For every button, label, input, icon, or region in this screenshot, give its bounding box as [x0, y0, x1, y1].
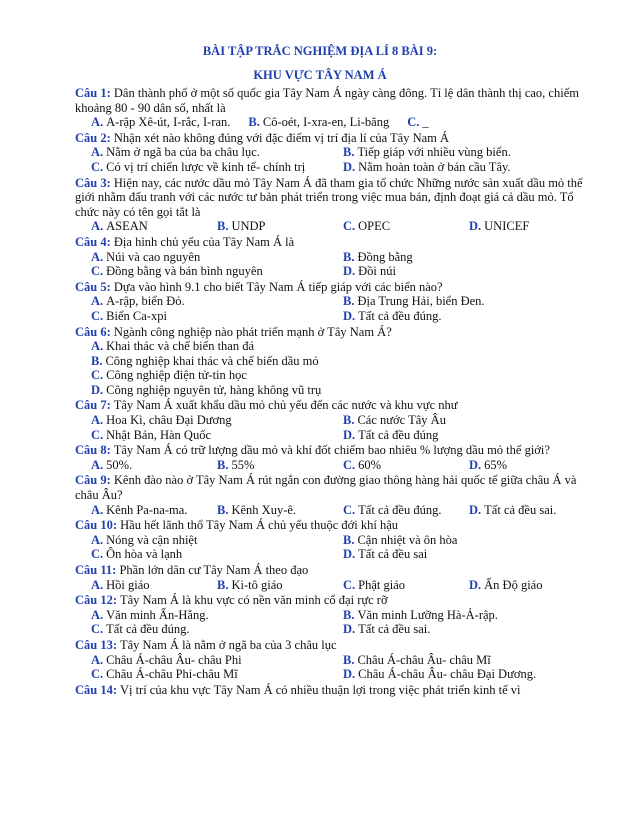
option-text: Tất cả đều đúng.: [358, 502, 442, 517]
option-text: Núi và cao nguyên: [106, 249, 201, 264]
question-7: [75, 398, 595, 442]
option-text: Tất cả đều đúng.: [358, 308, 442, 323]
option-text: Các nước Tây Âu: [357, 413, 446, 428]
option-text: Hoa Kì, châu Đại Dương: [106, 413, 232, 428]
option-letter: D.: [343, 264, 356, 279]
question-stem: [75, 398, 595, 413]
option-letter: B.: [343, 294, 355, 309]
answer-option: [91, 339, 595, 354]
answer-option: [343, 145, 595, 160]
answer-option: [343, 608, 595, 623]
question-text: Tây Nam Á xuất khẩu dầu mỏ chủ yếu đến các nước và khu vực như: [113, 398, 458, 413]
option-letter: D.: [469, 219, 482, 234]
option-text: A-rập Xê-út, I-rắc, I-ran.: [106, 115, 231, 130]
option-letter: C.: [91, 427, 104, 442]
question-3: [75, 176, 595, 234]
answer-options: [91, 413, 595, 442]
option-text: Nhật Bản, Hàn Quốc: [106, 427, 211, 442]
option-text: Công nghiệp nguyên tử, hàng không vũ trụ: [106, 382, 322, 397]
answer-option: [343, 653, 595, 668]
option-letter: B.: [343, 145, 355, 160]
option-letter: B.: [91, 353, 103, 368]
answer-option: [469, 503, 595, 518]
answer-option: [91, 250, 343, 265]
question-text: Hầu hết lãnh thổ Tây Nam Á chủ yếu thuộc đới khí hậu: [120, 518, 399, 533]
option-text: Tiếp giáp với nhiều vùng biển.: [357, 145, 511, 160]
answer-option: [343, 160, 595, 175]
answer-option: [343, 294, 595, 309]
question-text: Hiện nay, các nước dầu mỏ Tây Nam Á đã tham gia tổ chức Những nước sản xuất dầu mỏ thế giới nhằm đấu tranh với các nước tư bản phát triển trong việc mua bán, định đoạt giá cả dầu mỏ. Tổ chức này có tên gọi tắt là: [75, 175, 583, 219]
option-letter: C.: [91, 368, 104, 383]
option-letter: B.: [343, 413, 355, 428]
option-letter: D.: [343, 547, 356, 562]
answer-option: [217, 503, 343, 518]
option-letter: D.: [469, 457, 482, 472]
option-text: Có vị trí chiến lược về kinh tế- chính trị: [106, 159, 306, 174]
option-text: Tất cả đều đúng.: [106, 622, 190, 637]
question-text: Tây Nam Á có trữ lượng dầu mỏ và khí đốt chiếm bao nhiêu % lượng dầu mỏ thế giới?: [113, 443, 550, 458]
question-1: [75, 86, 595, 130]
answer-option: [217, 578, 343, 593]
answer-option: [91, 309, 343, 324]
option-letter: A.: [91, 532, 104, 547]
answer-options: [91, 294, 595, 323]
question-text: Dựa vào hình 9.1 cho biết Tây Nam Á tiếp giáp với các biển nào?: [113, 279, 443, 294]
question-label: Câu 7:: [75, 398, 111, 413]
answer-option: [343, 250, 595, 265]
option-text: Châu Á-châu Âu- châu Phi: [106, 652, 242, 667]
option-text: Văn minh Ấn-Hằng.: [106, 607, 209, 622]
option-text: _: [422, 115, 429, 130]
option-letter: C.: [343, 502, 356, 517]
question-label: Câu 1:: [75, 86, 111, 100]
answer-option: [91, 608, 343, 623]
option-text: A-rập, biển Đỏ.: [106, 294, 185, 309]
option-text: Đồi núi: [358, 264, 397, 279]
question-stem: [75, 131, 595, 146]
question-10: [75, 518, 595, 562]
option-letter: B.: [217, 219, 229, 234]
question-stem: [75, 235, 595, 250]
option-text: OPEC: [358, 219, 391, 234]
option-letter: D.: [343, 427, 356, 442]
question-text: Phần lớn dân cư Tây Nam Á theo đạo: [119, 563, 309, 577]
document-title: BÀI TẬP TRẮC NGHIỆM ĐỊA LÍ 8 BÀI 9:: [202, 44, 438, 58]
option-letter: D.: [469, 502, 482, 517]
option-text: 65%: [484, 457, 508, 472]
answer-option: [217, 219, 343, 234]
option-letter: C.: [91, 622, 104, 637]
answer-option: [343, 428, 595, 443]
question-stem: [75, 563, 595, 578]
answer-option: [343, 309, 595, 324]
question-text: Tây Nam Á là nằm ở ngã ba của 3 châu lục: [119, 637, 337, 652]
option-text: Tất cả đều đúng: [358, 427, 439, 442]
option-text: Biển Ca-xpi: [106, 308, 167, 323]
question-stem: [75, 86, 595, 115]
option-text: Ki-tô giáo: [231, 577, 283, 592]
option-letter: D.: [343, 667, 356, 682]
question-stem: [75, 280, 595, 295]
option-text: Châu Á-châu Phi-châu Mĩ: [106, 667, 238, 682]
option-letter: D.: [343, 308, 356, 323]
answer-option: [343, 458, 469, 473]
option-text: Cận nhiệt và ôn hòa: [357, 532, 458, 547]
option-text: Đồng bằng: [357, 249, 413, 264]
option-letter: C.: [343, 457, 356, 472]
question-text: Vị trí của khu vực Tây Nam Á có nhiều thuận lợi trong việc phát triển kinh tế vì: [119, 682, 521, 697]
question-8: [75, 443, 595, 472]
option-text: Nằm hoàn toàn ở bán cầu Tây.: [358, 159, 511, 174]
option-text: UNICEF: [484, 219, 530, 234]
option-text: Ấn Độ giáo: [484, 577, 543, 592]
option-text: Văn minh Lưỡng Hà-Ả-rập.: [357, 607, 498, 622]
answer-option: [91, 115, 230, 130]
option-text: Ôn hòa và lạnh: [106, 547, 183, 562]
answer-options: [91, 578, 595, 593]
answer-option: [343, 219, 469, 234]
answer-option: [91, 219, 217, 234]
option-letter: A.: [91, 249, 104, 264]
option-letter: B.: [343, 607, 355, 622]
option-text: Công nghiệp điện tử-tin học: [106, 368, 247, 383]
answer-options: [91, 653, 595, 682]
option-letter: A.: [91, 294, 104, 309]
option-text: Phật giáo: [358, 577, 406, 592]
option-letter: A.: [91, 502, 104, 517]
answer-option: [407, 115, 428, 130]
answer-option: [343, 578, 469, 593]
option-letter: D.: [343, 622, 356, 637]
option-text: Châu Á-châu Âu- châu Mĩ: [357, 652, 491, 667]
question-list: [75, 86, 595, 698]
answer-option: [91, 622, 343, 637]
option-text: Tất cả đều sai: [358, 547, 428, 562]
question-label: Câu 4:: [75, 234, 111, 249]
question-text: Ngành công nghiệp nào phát triển mạnh ở Tây Nam Á?: [113, 324, 392, 339]
answer-option: [91, 533, 343, 548]
question-text: Dân thành phố ở một số quốc gia Tây Nam Á ngày càng đông. Tỉ lệ dân thành thị cao, chiếm khoảng 80 - 90 dân số, nhất là: [75, 86, 579, 115]
answer-options: [91, 608, 595, 637]
option-text: 50%.: [106, 457, 133, 472]
answer-options: [91, 219, 595, 234]
option-letter: A.: [91, 145, 104, 160]
question-label: Câu 6:: [75, 324, 111, 339]
question-label: Câu 11:: [75, 563, 117, 577]
answer-option: [91, 547, 343, 562]
question-label: Câu 14:: [75, 682, 118, 697]
option-text: Khai thác và chế biến than đá: [106, 339, 255, 354]
option-text: Châu Á-châu Âu- châu Đại Dương.: [358, 667, 537, 682]
answer-option: [91, 428, 343, 443]
question-text: Địa hình chủ yếu của Tây Nam Á là: [113, 234, 295, 249]
option-text: Công nghiệp khai thác và chế biến dầu mỏ: [105, 353, 319, 368]
question-13: [75, 638, 595, 682]
option-letter: D.: [91, 382, 104, 397]
option-text: Nằm ở ngã ba của ba châu lục.: [106, 145, 260, 160]
option-text: Kênh Pa-na-ma.: [106, 502, 188, 517]
answer-options: [91, 503, 595, 518]
answer-option: [91, 145, 343, 160]
answer-option: [343, 413, 595, 428]
question-stem: [75, 443, 595, 458]
answer-option: [91, 413, 343, 428]
question-text: Nhận xét nào không đúng với đặc điểm vị trí địa lí của Tây Nam Á: [113, 130, 450, 145]
answer-options: [91, 115, 595, 130]
answer-option: [217, 458, 343, 473]
option-letter: C.: [91, 159, 104, 174]
answer-options: [91, 533, 595, 562]
answer-options: [91, 250, 595, 279]
option-letter: A.: [91, 413, 104, 428]
option-letter: D.: [343, 159, 356, 174]
option-letter: B.: [248, 115, 260, 130]
question-text: Tây Nam Á là khu vực có nền văn minh cổ đại rực rỡ: [119, 593, 388, 608]
option-letter: B.: [343, 532, 355, 547]
answer-option: [91, 578, 217, 593]
answer-option: [91, 264, 343, 279]
question-6: [75, 325, 595, 398]
option-letter: A.: [91, 115, 104, 130]
question-label: Câu 9:: [75, 473, 111, 488]
answer-option: [469, 578, 595, 593]
question-11: [75, 563, 595, 592]
answer-option: [343, 533, 595, 548]
option-text: ASEAN: [106, 219, 148, 234]
option-text: Tất cả đều sai.: [484, 502, 557, 517]
answer-option: [469, 219, 595, 234]
option-letter: C.: [91, 264, 104, 279]
option-letter: B.: [343, 249, 355, 264]
answer-option: [91, 354, 595, 369]
option-text: Cô-oét, I-xra-en, Li-băng: [262, 115, 390, 130]
option-letter: D.: [469, 577, 482, 592]
option-text: Hồi giáo: [106, 577, 150, 592]
document-subtitle: KHU VỰC TÂY NAM Á: [253, 68, 387, 82]
answer-option: [343, 622, 595, 637]
question-stem: [75, 176, 595, 220]
question-label: Câu 8:: [75, 443, 111, 458]
option-letter: C.: [343, 577, 356, 592]
option-letter: B.: [217, 577, 229, 592]
option-text: UNDP: [231, 219, 266, 234]
answer-option: [343, 503, 469, 518]
question-stem: [75, 325, 595, 340]
question-stem: [75, 518, 595, 533]
question-label: Câu 5:: [75, 279, 111, 294]
question-stem: [75, 683, 595, 698]
answer-option: [91, 160, 343, 175]
answer-option: [469, 458, 595, 473]
option-text: 55%: [231, 457, 255, 472]
question-4: [75, 235, 595, 279]
answer-option: [343, 667, 595, 682]
question-label: Câu 2:: [75, 130, 111, 145]
option-letter: C.: [343, 219, 356, 234]
answer-option: [91, 653, 343, 668]
option-letter: B.: [217, 457, 229, 472]
option-letter: A.: [91, 339, 104, 354]
answer-options: [91, 145, 595, 174]
option-letter: B.: [343, 652, 355, 667]
answer-options: [91, 339, 595, 397]
option-letter: A.: [91, 577, 104, 592]
answer-option: [91, 667, 343, 682]
question-label: Câu 3:: [75, 175, 111, 190]
answer-option: [91, 383, 595, 398]
question-stem: [75, 638, 595, 653]
option-letter: C.: [91, 547, 104, 562]
question-14: [75, 683, 595, 698]
option-letter: A.: [91, 219, 104, 234]
option-letter: C.: [407, 115, 420, 130]
option-text: Đồng bằng và bán bình nguyên: [106, 264, 263, 279]
question-label: Câu 12:: [75, 593, 118, 608]
answer-option: [91, 368, 595, 383]
question-stem: [75, 473, 595, 502]
question-label: Câu 13:: [75, 637, 118, 652]
answer-option: [91, 503, 217, 518]
answer-option: [343, 264, 595, 279]
answer-option: [91, 294, 343, 309]
option-text: Tất cả đều sai.: [358, 622, 431, 637]
option-letter: A.: [91, 652, 104, 667]
question-5: [75, 280, 595, 324]
answer-option: [343, 547, 595, 562]
option-text: 60%: [358, 457, 382, 472]
option-letter: A.: [91, 607, 104, 622]
question-label: Câu 10:: [75, 518, 118, 533]
option-text: Nóng và cận nhiệt: [106, 532, 198, 547]
question-stem: [75, 593, 595, 608]
option-letter: C.: [91, 308, 104, 323]
question-2: [75, 131, 595, 175]
question-text: Kênh đào nào ở Tây Nam Á rút ngắn con đường giao thông hàng hải quốc tế giữa châu Á và châu Âu?: [75, 473, 577, 503]
option-letter: C.: [91, 667, 104, 682]
option-text: Kênh Xuy-ê.: [231, 502, 297, 517]
option-text: Địa Trung Hải, biển Đen.: [357, 294, 485, 309]
answer-option: [91, 458, 217, 473]
answer-options: [91, 458, 595, 473]
question-9: [75, 473, 595, 517]
answer-option: [248, 115, 389, 130]
question-12: [75, 593, 595, 637]
option-letter: B.: [217, 502, 229, 517]
option-letter: A.: [91, 457, 104, 472]
